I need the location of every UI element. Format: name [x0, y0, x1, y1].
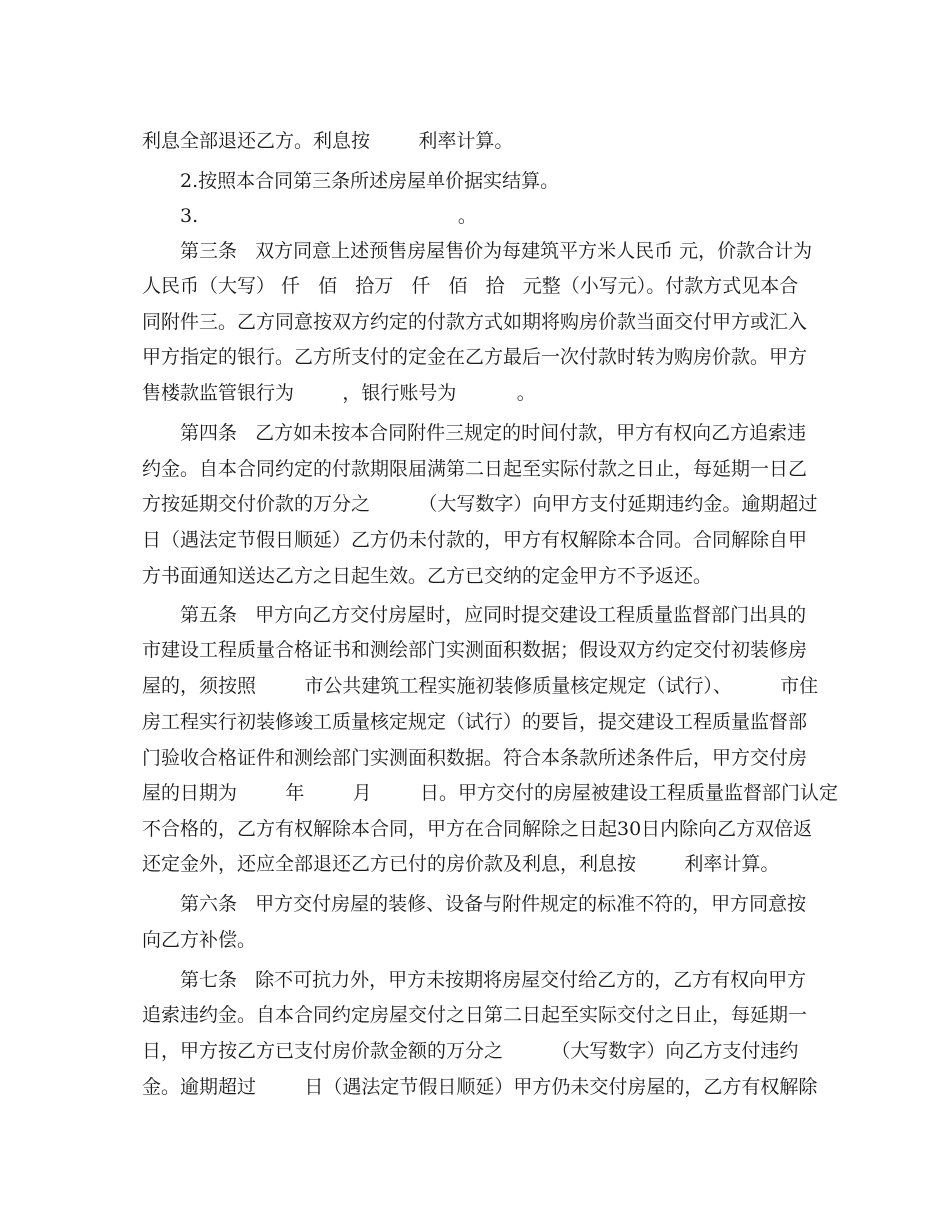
- text-line: 2.按照本合同第三条所述房屋单价据实结算。: [180, 170, 560, 192]
- text-line: 售楼款监管银行为 ，银行账号为 。: [142, 382, 536, 404]
- text-line: 人民币（大写） 仟 佰 拾万 仟 佰 拾 元整（小写元）。付款方式见本合: [142, 275, 799, 297]
- text-line: 同附件三。乙方同意按双方约定的付款方式如期将购房价款当面交付甲方或汇入: [142, 311, 808, 333]
- text-line: 第五条 甲方向乙方交付房屋时，应同时提交建设工程质量监督部门出具的: [180, 604, 807, 626]
- text-line: 屋的日期为 年 月 日。甲方交付的房屋被建设工程质量监督部门认定: [142, 782, 838, 804]
- text-line: 甲方指定的银行。乙方所支付的定金在乙方最后一次付款时转为购房价款。甲方: [142, 346, 808, 368]
- text-line: 第三条 双方同意上述预售房屋售价为每建筑平方米人民币 元，价款合计为: [180, 240, 813, 262]
- text-line: 不合格的，乙方有权解除本合同，甲方在合同解除之日起30日内除向乙方双倍返: [142, 818, 813, 840]
- text-line: 3. 。: [180, 205, 477, 227]
- text-line: 市建设工程质量合格证书和测绘部门实测面积数据；假设双方约定交付初装修房: [142, 639, 808, 661]
- text-line: 第四条 乙方如未按本合同附件三规定的时间付款，甲方有权向乙方追索违: [180, 422, 807, 444]
- text-line: 房工程实行初装修竣工质量核定规定（试行）的要旨，提交建设工程质量监督部: [142, 711, 808, 733]
- text-line: 屋的，须按照 市公共建筑工程实施初装修质量核定规定（试行）、 市住: [142, 675, 819, 697]
- text-line: 日，甲方按乙方已支付房价款金额的万分之 （大写数字）向乙方支付违约: [142, 1040, 799, 1062]
- text-line: 金。逾期超过 日（遇法定节假日顺延）甲方仍未交付房屋的，乙方有权解除: [142, 1076, 818, 1098]
- text-line: 方按延期交付价款的万分之 （大写数字）向甲方支付延期违约金。逾期超过: [142, 493, 818, 515]
- text-line: 方书面通知送达乙方之日起生效。乙方已交纳的定金甲方不予返还。: [142, 565, 713, 587]
- text-line: 第六条 甲方交付房屋的装修、设备与附件规定的标准不符的，甲方同意按: [180, 893, 807, 915]
- text-line: 向乙方补偿。: [142, 929, 257, 951]
- text-line: 利息全部退还乙方。利息按 利率计算。: [142, 130, 514, 152]
- text-line: 第七条 除不可抗力外，甲方未按期将房屋交付给乙方的，乙方有权向甲方: [180, 969, 807, 991]
- text-line: 约金。自本合同约定的付款期限届满第二日起至实际付款之日止，每延期一日乙: [142, 458, 808, 480]
- text-line: 日（遇法定节假日顺延）乙方仍未付款的，甲方有权解除本合同。合同解除自甲: [142, 529, 808, 551]
- text-line: 追索违约金。自本合同约定房屋交付之日第二日起至实际交付之日止，每延期一: [142, 1004, 808, 1026]
- text-line: 还定金外，还应全部退还乙方已付的房价款及利息，利息按 利率计算。: [142, 853, 780, 875]
- text-line: 门验收合格证件和测绘部门实测面积数据。符合本条款所述条件后，甲方交付房: [142, 747, 808, 769]
